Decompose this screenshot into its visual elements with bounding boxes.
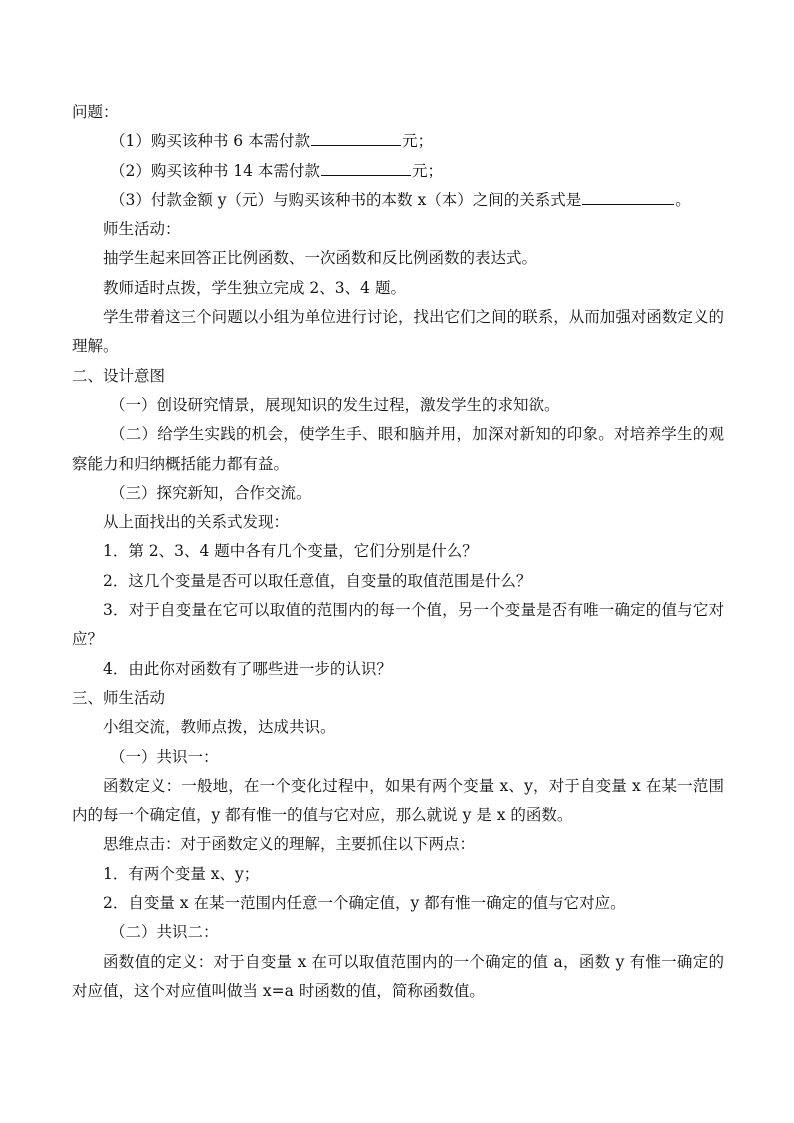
list-item: 4．由此你对函数有了哪些进一步的认识？ bbox=[103, 659, 392, 678]
question-1-unit: 元； bbox=[402, 132, 434, 151]
answer-blank-1[interactable] bbox=[311, 130, 401, 146]
function-definition-text: 函数定义：一般地，在一个变化过程中，如果有两个变量 x、y，对于自变量 x 在某一范围内的每一个确定值，y 都有惟一的值与它对应，那么就说 y 是 x 的函数。 bbox=[72, 776, 724, 825]
paragraph-text: 学生带着这三个问题以小组为单位进行讨论，找出它们之间的联系，从而加强对函数定义的理解。 bbox=[72, 308, 724, 356]
paragraph bbox=[72, 303, 724, 362]
paragraph: 从上面找出的关系式发现： bbox=[103, 513, 290, 532]
list-item-text: 3．对于自变量在它可以取值的范围内的每一个值，另一个变量是否有唯一确定的值与它对应？ bbox=[72, 601, 724, 649]
paragraph: （三）探究新知，合作交流。 bbox=[110, 483, 312, 502]
function-value-definition-text: 函数值的定义：对于自变量 x 在可以取值范围内的一个确定的值 a，函数 y 有惟一确定的对应值，这个对应值叫做当 x=a 时函数的值，简称函数值。 bbox=[72, 952, 724, 1000]
list-item: 2．自变量 x 在某一范围内任意一个确定值，y 都有惟一确定的值与它对应。 bbox=[103, 894, 626, 913]
paragraph: 抽学生起来回答正比例函数、一次函数和反比例函数的表达式。 bbox=[103, 249, 538, 268]
question-3-end: 。 bbox=[675, 190, 691, 209]
question-3-text: （3）付款金额 y（元）与购买该种书的本数 x（本）之间的关系式是 bbox=[110, 190, 582, 209]
document-page bbox=[72, 98, 724, 1006]
function-definition bbox=[72, 772, 724, 831]
question-2 bbox=[72, 157, 724, 186]
list-item: 1．第 2、3、4 题中各有几个变量，它们分别是什么？ bbox=[103, 542, 478, 561]
answer-blank-2[interactable] bbox=[321, 160, 411, 176]
question-3 bbox=[72, 186, 724, 215]
question-2-text: （2）购买该种书 14 本需付款 bbox=[110, 161, 320, 180]
question-2-unit: 元； bbox=[411, 161, 443, 180]
question-1-text: （1）购买该种书 6 本需付款 bbox=[110, 132, 311, 151]
function-value-definition bbox=[72, 948, 724, 1007]
question-1 bbox=[72, 127, 724, 156]
answer-blank-3[interactable] bbox=[582, 189, 674, 205]
paragraph: 思维点击：对于函数定义的理解，主要抓住以下两点： bbox=[103, 835, 476, 854]
paragraph bbox=[72, 420, 724, 479]
paragraph-text: （二）给学生实践的机会，使学生手、眼和脑并用，加深对新知的印象。对培养学生的观察能力和归纳概括能力都有益。 bbox=[72, 425, 724, 473]
teacher-student-activity-label: 师生活动： bbox=[103, 220, 181, 239]
list-item: 1．有两个变量 x、y； bbox=[103, 864, 260, 883]
subheading-consensus-2: （二）共识二： bbox=[110, 923, 219, 942]
section-heading-design-intent: 二、设计意图 bbox=[72, 366, 166, 385]
list-item: 2．这几个变量是否可以取任意值，自变量的取值范围是什么？ bbox=[103, 571, 532, 590]
paragraph: 小组交流，教师点拨，达成共识。 bbox=[103, 718, 336, 737]
paragraph: （一）创设研究情景，展现知识的发生过程，激发学生的求知欲。 bbox=[110, 395, 560, 414]
section-heading-teacher-student-activity: 三、师生活动 bbox=[72, 688, 166, 707]
subheading-consensus-1: （一）共识一： bbox=[110, 747, 219, 766]
paragraph: 教师适时点拨，学生独立完成 2、3、4 题。 bbox=[103, 278, 406, 297]
list-item bbox=[72, 596, 724, 655]
question-heading: 问题： bbox=[72, 103, 119, 121]
